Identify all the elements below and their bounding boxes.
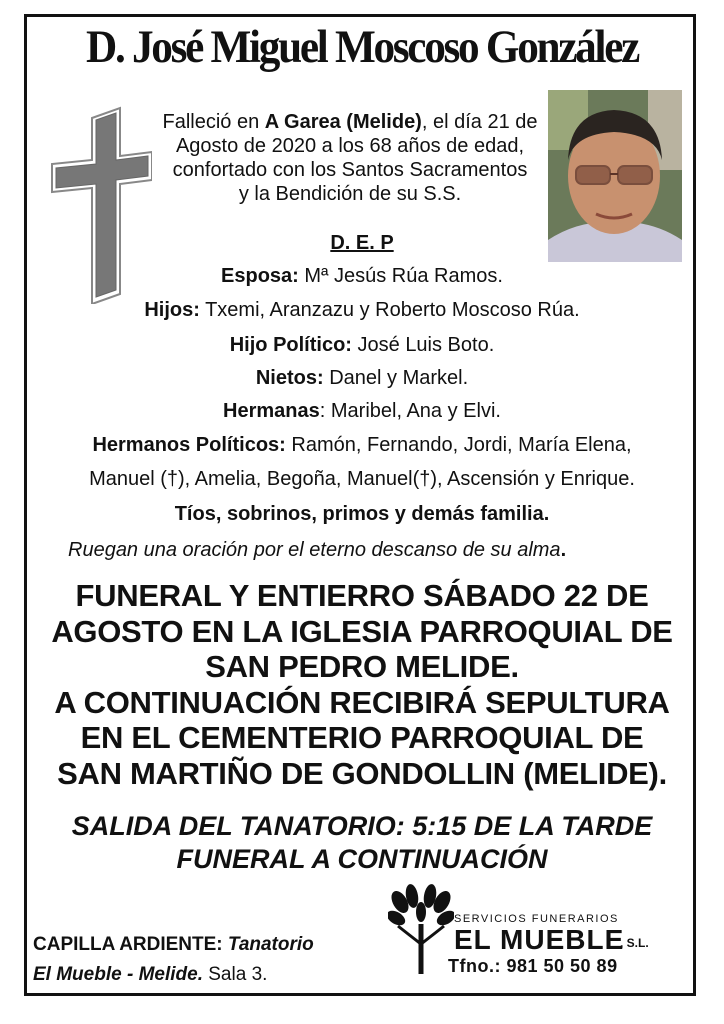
prayer-period: . bbox=[560, 539, 567, 561]
family-label: Hermanas bbox=[223, 400, 320, 422]
salida-line: FUNERAL A CONTINUACIÓN bbox=[176, 844, 548, 874]
prayer-line bbox=[68, 539, 566, 562]
funeral-line: SAN PEDRO MELIDE. bbox=[205, 649, 519, 684]
family-hermanas bbox=[24, 400, 700, 423]
funeral-line: A CONTINUACIÓN RECIBIRÁ SEPULTURA bbox=[54, 684, 670, 720]
family-value: Txemi, Aranzazu y Roberto Moscoso Rúa. bbox=[199, 299, 580, 321]
family-value: Danel y Markel. bbox=[323, 367, 469, 389]
family-otros: Tíos, sobrinos, primos y demás familia. bbox=[174, 503, 550, 525]
funeral-home-logo bbox=[388, 884, 668, 976]
deceased-name: D. José Miguel Moscoso González bbox=[86, 21, 638, 73]
salida-line: SALIDA DEL TANATORIO: 5:15 DE LA TARDE bbox=[71, 811, 653, 841]
family-hijos bbox=[24, 299, 700, 322]
family-hijo-politico bbox=[24, 334, 700, 357]
intro-line: confortado con los Santos Sacramentos bbox=[172, 159, 528, 181]
family-hermanos-politicos-cont: Manuel (†), Amelia, Begoña, Manuel(†), Ascensión y Enrique. bbox=[89, 468, 635, 490]
family-nietos bbox=[24, 367, 700, 390]
death-place: A Garea (Melide) bbox=[264, 111, 422, 133]
family-esposa bbox=[24, 265, 700, 288]
family-hermanos-politicos bbox=[24, 434, 700, 457]
chapel-room: Sala 3. bbox=[202, 964, 268, 985]
chapel-place-2: El Mueble - Melide. bbox=[33, 964, 203, 985]
dep-line bbox=[24, 232, 700, 255]
family-label: Hijo Político: bbox=[229, 334, 352, 356]
intro-line: y la Bendición de su S.S. bbox=[238, 183, 462, 205]
logo-services-text: SERVICIOS FUNERARIOS bbox=[454, 913, 619, 925]
family-value: Mª Jesús Rúa Ramos. bbox=[298, 265, 503, 287]
chapel-label: CAPILLA ARDIENTE: bbox=[33, 934, 223, 955]
prayer-text: Ruegan una oración por el eterno descanso de su alma bbox=[68, 539, 561, 561]
departure-info bbox=[24, 810, 700, 876]
family-value: José Luis Boto. bbox=[351, 334, 495, 356]
intro-line: Agosto de 2020 a los 68 años de edad, bbox=[175, 135, 525, 157]
funeral-line: SAN MARTIÑO DE GONDOLLIN (MELIDE). bbox=[57, 755, 667, 791]
funeral-details bbox=[24, 578, 700, 791]
funeral-line: AGOSTO EN LA IGLESIA PARROQUIAL DE bbox=[51, 613, 673, 649]
family-label: Esposa: bbox=[221, 265, 299, 287]
dep-heading: D. E. P bbox=[330, 232, 394, 254]
funeral-line: FUNERAL Y ENTIERRO SÁBADO 22 DE bbox=[75, 578, 649, 613]
death-announcement bbox=[150, 110, 550, 206]
chapel-place: Tanatorio bbox=[222, 934, 314, 955]
family-value: Ramón, Fernando, Jordi, María Elena, bbox=[285, 434, 632, 456]
funeral-line: EN EL CEMENTERIO PARROQUIAL DE bbox=[80, 720, 644, 755]
logo-suffix: , S.L. bbox=[620, 936, 649, 950]
family-label: Nietos: bbox=[255, 367, 324, 389]
family-label: Hijos: bbox=[144, 299, 200, 321]
family-label: Hermanos Políticos: bbox=[92, 434, 286, 456]
logo-phone: Tfno.: 981 50 50 89 bbox=[448, 956, 618, 976]
family-value: : Maribel, Ana y Elvi. bbox=[319, 400, 501, 422]
intro-text: , el día 21 de bbox=[421, 111, 538, 133]
intro-text: Falleció en bbox=[162, 111, 265, 133]
logo-brand: EL MUEBLE bbox=[454, 924, 625, 955]
chapel-info bbox=[33, 930, 314, 990]
tree-logo-icon bbox=[388, 884, 454, 976]
